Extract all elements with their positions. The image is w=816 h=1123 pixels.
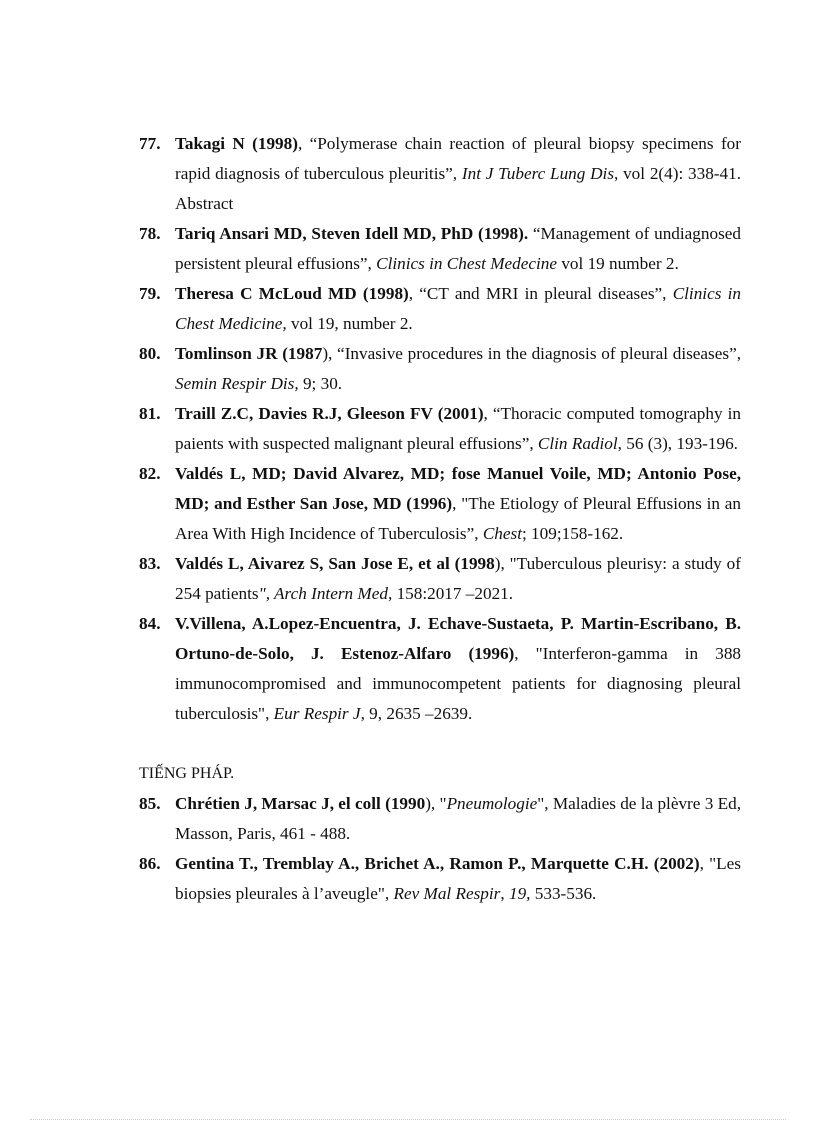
- reference-journal: Clin Radiol: [537, 434, 618, 453]
- reference-number: 86.: [139, 854, 161, 873]
- reference-journal: Eur Respir J: [273, 704, 361, 723]
- reference-text: 9; 30.: [298, 374, 343, 393]
- reference-text: , "Les biopsies pleurales à l’aveugle",: [175, 854, 741, 903]
- reference-entry: [139, 339, 741, 399]
- reference-entry: [139, 549, 741, 609]
- reference-text: ,: [500, 884, 509, 903]
- reference-entry: [139, 789, 741, 849]
- reference-text: ", Maladies de la plèvre 3 Ed, Masson, Paris, 461 - 488.: [175, 794, 742, 843]
- reference-number: 78.: [139, 224, 161, 243]
- reference-number: 77.: [139, 134, 161, 153]
- reference-text: “Management of undiagnosed persistent pleural effusions”,: [175, 224, 741, 273]
- reference-entry: [139, 459, 741, 549]
- reference-number: 82.: [139, 464, 161, 483]
- reference-text: , “Polymerase chain reaction of pleural biopsy specimens for rapid diagnosis of tuberculous pleuritis”,: [175, 134, 741, 183]
- reference-number: 81.: [139, 404, 161, 423]
- reference-volume: 19,: [508, 884, 531, 903]
- reference-authors: V.Villena, A.Lopez-Encuentra, J. Echave-Sustaeta, P. Martin-Escribano, B. Ortuno-de-Solo, J. Estenoz-Alfaro (1996): [175, 614, 741, 663]
- reference-text: ; 109;158-162.: [521, 524, 624, 543]
- reference-authors: Theresa C McLoud MD (1998): [175, 284, 409, 303]
- reference-list: [139, 129, 741, 909]
- reference-text: 158:2017 –2021.: [392, 584, 514, 603]
- reference-number: 85.: [139, 794, 161, 813]
- reference-authors: Tomlinson JR (1987: [175, 344, 323, 363]
- reference-text: , 9, 2635 –2639.: [360, 704, 473, 723]
- reference-text: 533-536.: [530, 884, 597, 903]
- reference-journal: Clinics in Chest Medicine,: [175, 284, 742, 333]
- reference-entry: [139, 849, 741, 909]
- reference-text: , “Thoracic computed tomography in paients with suspected malignant pleural effusions”,: [175, 404, 741, 453]
- reference-entry: [139, 279, 741, 339]
- reference-number: 79.: [139, 284, 161, 303]
- reference-text: , "Interferon-gamma in 388 immunocompromised and immunocompetent patients for diagnosing pleural tuberculosis",: [175, 644, 742, 723]
- reference-authors: Valdés L, MD; David Alvarez, MD; fose Manuel Voile, MD; Antonio Pose, MD; and Esther San Jose, MD (1996): [175, 464, 741, 513]
- reference-text: ), “Invasive procedures in the diagnosis of pleural diseases”,: [322, 344, 741, 363]
- reference-journal: Semin Respir Dis,: [175, 374, 299, 393]
- reference-number: 84.: [139, 614, 161, 633]
- reference-journal: Int J Tuberc Lung Dis: [461, 164, 615, 183]
- reference-text: vol 19, number 2.: [286, 314, 413, 333]
- reference-journal: Clinics in Chest Medecine: [376, 254, 558, 273]
- reference-text: ), "Tuberculous pleurisy: a study of 254 patients: [175, 554, 741, 603]
- reference-entry: [139, 129, 741, 219]
- reference-journal: Rev Mal Respir: [393, 884, 501, 903]
- reference-authors: Traill Z.C, Davies R.J, Gleeson FV (2001): [175, 404, 484, 423]
- reference-entry: [139, 399, 741, 459]
- reference-number: 80.: [139, 344, 161, 363]
- reference-text: vol 19 number 2.: [557, 254, 679, 273]
- reference-authors: Gentina T., Tremblay A., Brichet A., Ramon P., Marquette C.H. (2002): [175, 854, 700, 873]
- reference-entry: [139, 219, 741, 279]
- reference-text: ), ": [425, 794, 447, 813]
- reference-number: 83.: [139, 554, 161, 573]
- reference-journal: ", Arch Intern Med,: [258, 584, 393, 603]
- reference-text: , "The Etiology of Pleural Effusions in an Area With High Incidence of Tuberculosis”,: [175, 494, 741, 543]
- reference-text: , vol 2(4): 338-41. Abstract: [175, 164, 741, 213]
- reference-authors: Valdés L, Aivarez S, San Jose E, et al (1998: [175, 554, 495, 573]
- reference-authors: Tariq Ansari MD, Steven Idell MD, PhD (1998).: [175, 224, 529, 243]
- reference-text: , “CT and MRI in pleural diseases”,: [408, 284, 673, 303]
- section-heading: TIẾNG PHÁP.: [139, 765, 235, 782]
- page-bottom-divider: [30, 1119, 786, 1120]
- reference-entry: [139, 609, 741, 729]
- reference-journal: Chest: [482, 524, 522, 543]
- reference-authors: Takagi N (1998): [175, 134, 298, 153]
- reference-authors: Chrétien J, Marsac J, el coll (1990: [175, 794, 426, 813]
- reference-text: , 56 (3), 193-196.: [617, 434, 738, 453]
- reference-title: Pneumologie: [446, 794, 538, 813]
